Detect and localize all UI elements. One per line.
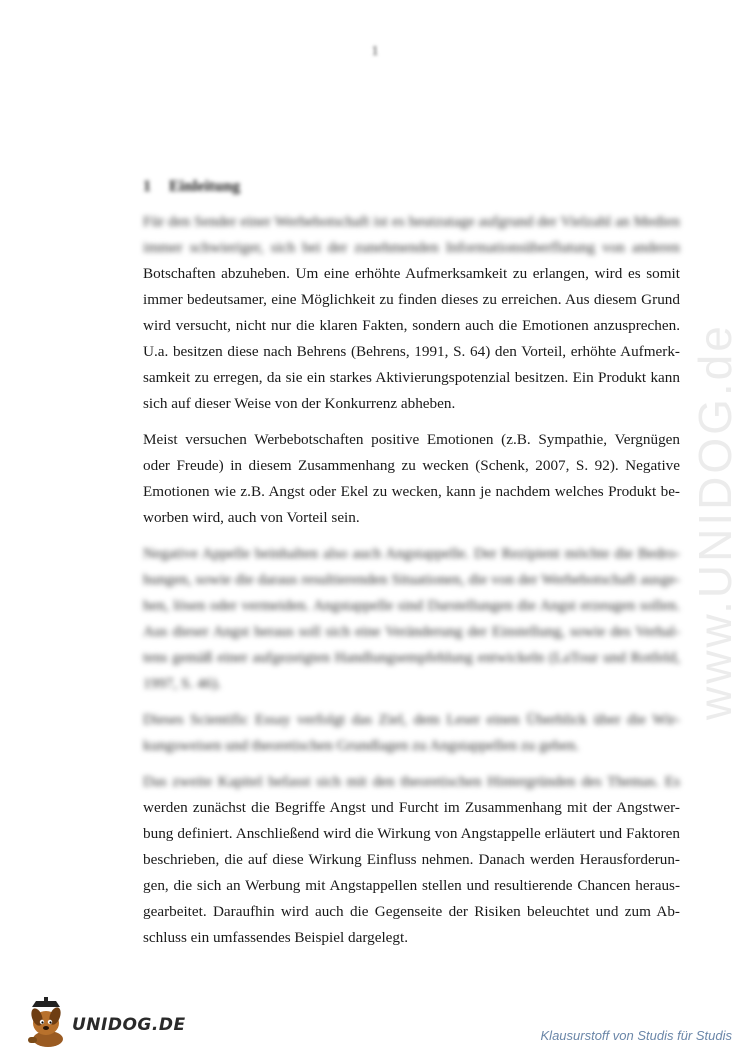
paragraph-line: schluss ein umfassendes Beispiel dargelegt.	[143, 929, 409, 946]
paragraph-line: beschrieben, die auf diese Wirkung Einfluss nehmen. Danach werden Herausforderun-	[143, 851, 680, 868]
paragraph-line: immer schwieriger, sich bei der zunehmenden Informationsüberflutung von anderen	[143, 239, 680, 256]
paragraph-line: Aus dieser Angst heraus soll sich eine Veränderung der Einstellung, sowie des Verhal-	[143, 623, 680, 640]
page-number: 1	[371, 44, 379, 59]
paragraph-line: gen, die sich an Werbung mit Angstappellen stellen und resultierende Chancen heraus-	[143, 877, 680, 894]
footer-tagline: Klausurstoff von Studis für Studis	[540, 1028, 732, 1043]
paragraph-line: Emotionen wie z.B. Angst oder Ekel zu wecken, kann je nachdem welches Produkt be-	[143, 483, 680, 500]
logo-text: UNIDOG.DE	[72, 1015, 186, 1035]
section-title: Einleitung	[169, 178, 241, 195]
paragraph-line: U.a. besitzen diese nach Behrens (Behrens, 1991, S. 64) den Vorteil, erhöhte Aufmerk-	[143, 343, 680, 360]
watermark: www.UNIDOG.de	[689, 323, 741, 720]
paragraph-line: bung definiert. Anschließend wird die Wirkung von Angstappelle erläutert und Faktoren	[143, 825, 680, 842]
paragraph-line: kungsweisen und theoretischen Grundlagen zu Angstappellen zu geben.	[143, 737, 580, 754]
paragraph-line: gearbeitet. Daraufhin wird auch die Gegenseite der Risiken beleuchtet und zum Ab-	[143, 903, 680, 920]
paragraph-line: Meist versuchen Werbebotschaften positive Emotionen (z.B. Sympathie, Vergnügen	[143, 431, 680, 448]
paragraph-line: werden zunächst die Begriffe Angst und Furcht im Zusammenhang mit der Angstwer-	[143, 799, 680, 816]
paragraph-line: hen, lösen oder vermeiden. Angstappelle sind Darstellungen die Angst erzeugen sollen.	[143, 597, 680, 614]
paragraph-line: immer bedeutsamer, eine Möglichkeit zu finden dieses zu erreichen. Aus diesem Grund	[143, 291, 680, 308]
paragraph-line: tens gemäß einer aufgezeigten Handlungsempfehlung entwickeln (LaTour und Rotfeld,	[143, 649, 680, 666]
paragraph-line: Dieses Scientific Essay verfolgt das Ziel, dem Leser einen Überblick über die Wir-	[143, 711, 680, 728]
unidog-logo[interactable]	[22, 993, 186, 1049]
paragraph-line: Botschaften abzuheben. Um eine erhöhte Aufmerksamkeit zu erlangen, wird es somit	[143, 265, 680, 282]
paragraph-line: sich auf dieser Weise von der Konkurrenz abheben.	[143, 395, 456, 412]
paragraph-line: 1997, S. 46).	[143, 675, 222, 692]
section-heading	[143, 178, 240, 196]
paragraph-line: Für den Sender einer Werbebotschaft ist es heutzutage aufgrund der Vielzahl an Medien	[143, 213, 680, 230]
section-number: 1	[143, 178, 151, 195]
paragraph-line: Das zweite Kapitel befasst sich mit den theoretischen Hintergründen des Themas. Es	[143, 773, 680, 790]
paragraph-line: Negative Appelle beinhalten also auch Angstappelle. Der Rezipient möchte die Bedro-	[143, 545, 680, 562]
paragraph-line: hungen, sowie die daraus resultierenden Situationen, die von der Werbebotschaft ausge-	[143, 571, 680, 588]
paragraph-line: samkeit zu erregen, da sie ein starkes Aktivierungspotenzial besitzen. Ein Produkt kann	[143, 369, 680, 386]
paragraph-line: worben wird, auch von Vorteil sein.	[143, 509, 360, 526]
dog-mascot-icon	[22, 993, 72, 1049]
paragraph-line: wird versucht, nicht nur die klaren Fakten, sondern auch die Emotionen anzusprechen.	[143, 317, 680, 334]
paragraph-line: oder Freude) in diesem Zusammenhang zu wecken (Schenk, 2007, S. 92). Negative	[143, 457, 680, 474]
